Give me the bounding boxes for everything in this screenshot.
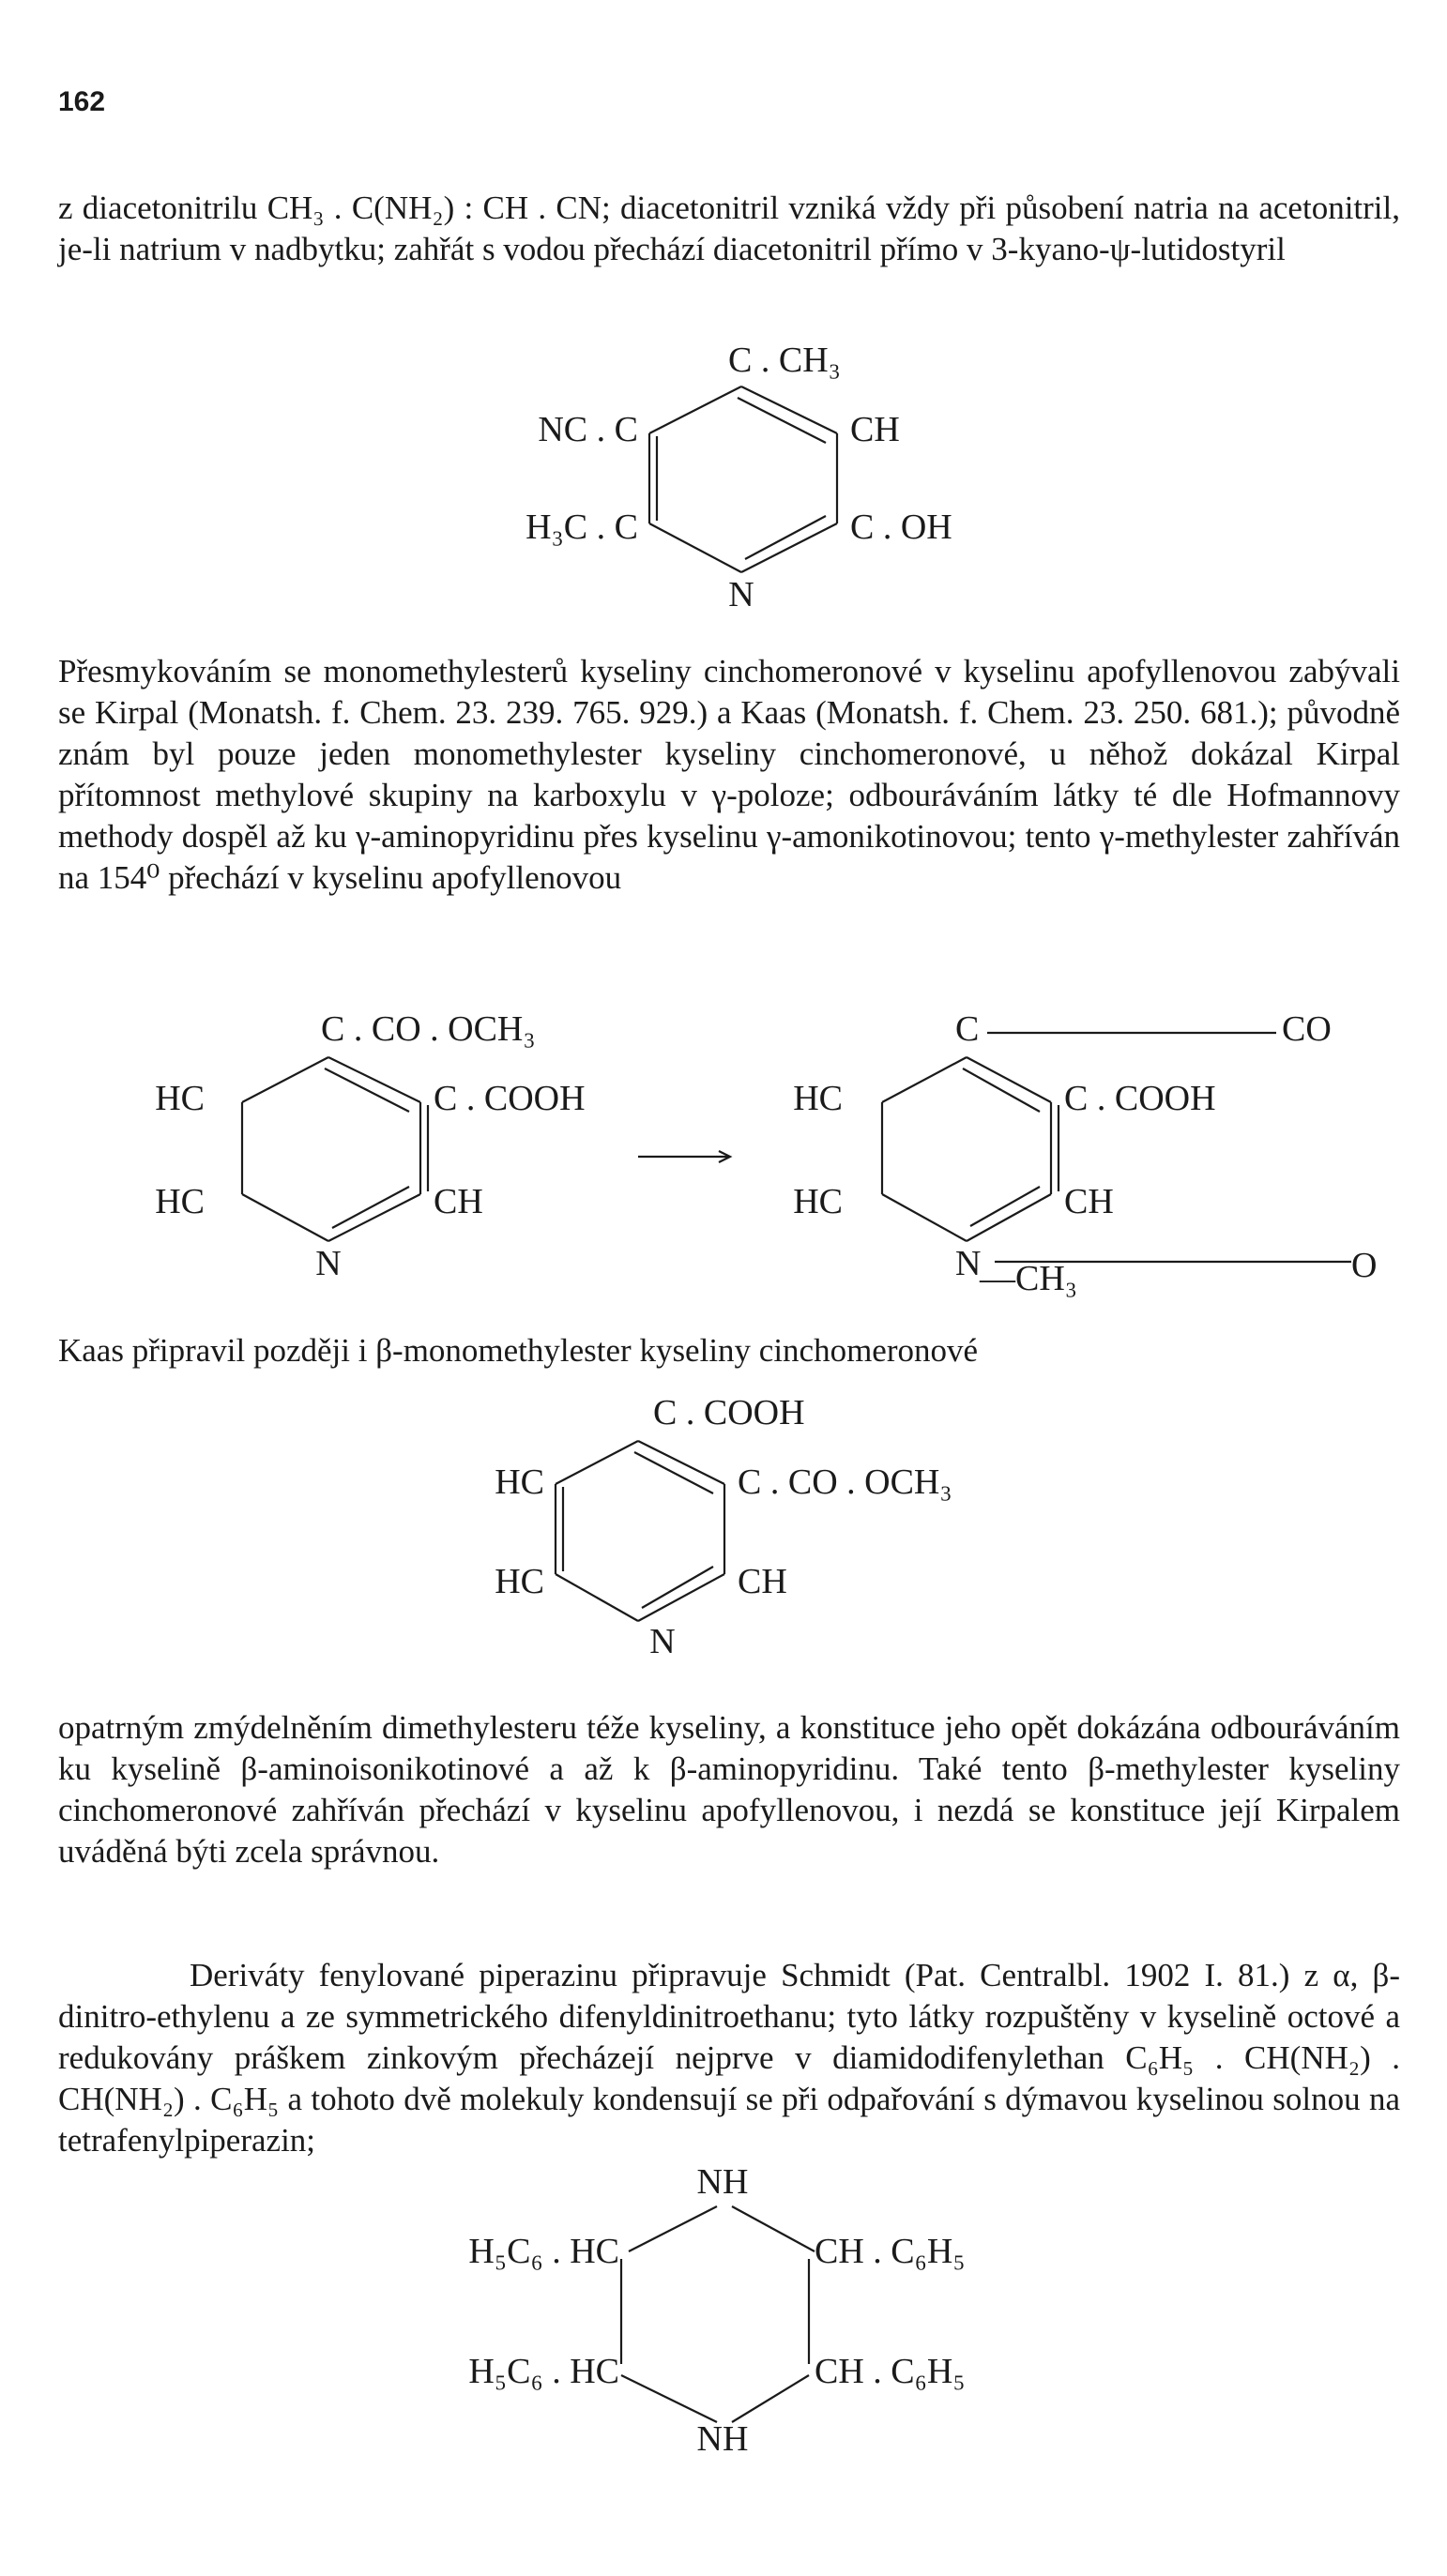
formula2-upper-left: HC — [155, 1079, 205, 1118]
formula1-upper-left: NC . C — [538, 410, 638, 449]
formula3-upper-left: HC — [793, 1079, 843, 1118]
paragraph-saponification: opatrným zmýdelněním dimethylesteru téže kyseliny, a konstituce jeho opět dokázána odbouráváním ku kyselině β-aminoisonikotinové a až k β-aminopyridinu. Také tento β-methylester kyseliny cinchomeronové zahříván přechází v kyselinu apofyllenovou, i nezdá se konstituce její Kirpalem uváděná býti zcela správnou. — [58, 1709, 1400, 1870]
formula4-top: C . COOH — [653, 1393, 805, 1432]
formula2-lower-right: CH — [434, 1182, 483, 1221]
page-number: 162 — [58, 86, 106, 117]
formula1-lower-right: C . OH — [850, 508, 952, 547]
formula-beta-monomethylester — [0, 1388, 1447, 1679]
paragraph-kaas: Kaas připravil později i β-monomethylester kyseliny cinchomeronové — [58, 1332, 979, 1369]
formula3-bottom: N — [955, 1244, 982, 1283]
formula2-top: C . CO . OCH₃ — [321, 1009, 536, 1049]
paragraph-diacetonitrile: z diacetonitrilu CH₃ . C(NH₂) : CH . CN; diacetonitril vzniká vždy při působení natria na acetonitril, je-li natrium v nadbytku; zahřát s vodou přechází diacetonitril přímo v 3-kyano-ψ-lutidostyril — [58, 189, 1400, 267]
formula-rearrangement-scheme — [0, 1008, 1447, 1327]
formula2-lower-left: HC — [155, 1182, 205, 1221]
formula5-top: NH — [696, 2162, 749, 2202]
formula4-lower-right: CH — [738, 1562, 787, 1601]
formula3-top: C — [955, 1009, 980, 1049]
formula3-lower-left: HC — [793, 1182, 843, 1221]
formula1-top: C . CH₃ — [728, 341, 841, 380]
formula5-bottom: NH — [696, 2419, 749, 2459]
formula4-lower-left: HC — [495, 1562, 544, 1601]
formula-tetraphenylpiperazine — [0, 2158, 1447, 2458]
formula5-upper-right: CH . C₆H₅ — [815, 2232, 966, 2271]
paragraph-piperazine: Deriváty fenylované piperazinu připravuje Schmidt (Pat. Centralbl. 1902 I. 81.) z α, β-dinitro-ethylenu a ze symmetrického difenyldinitroethanu; tyto látky rozpuštěny v kyselině octové a redukovány práškem zinkovým přecházejí nejprve v diamidodifenylethan C₆H₅ . CH(NH₂) . CH(NH₂) . C₆H₅ a tohoto dvě molekuly kondensují se při odpařování s dýmavou kyselinou solnou na tetrafenylpiperazin; — [58, 1957, 1400, 2159]
formula4-upper-right: C . CO . OCH₃ — [738, 1462, 952, 1502]
formula5-lower-left: H₅C₆ . HC — [468, 2352, 619, 2391]
formula1-lower-left: H₃C . C — [525, 508, 638, 547]
formula4-bottom: N — [649, 1622, 676, 1661]
formula-lutidostyril — [0, 319, 1447, 629]
formula5-upper-left: H₅C₆ . HC — [468, 2232, 619, 2271]
paragraph-rearrangement: Přesmykováním se monomethylesterů kyseliny cinchomeronové v kyselinu apofyllenovou zabývali se Kirpal (Monatsh. f. Chem. 23. 239. 765. 929.) a Kaas (Monatsh. f. Chem. 23. 250. 681.); původně znám byl pouze jeden monomethylester kyseliny cinchomeronové, u něhož dokázal Kirpal přítomnost methylové skupiny na karboxylu v γ-poloze; odbouráváním látky té dle Hofmannovy methody dospěl až ku γ-aminopyridinu přes kyselinu γ-amonikotinovou; tento γ-methylester zahříván na 154⁰ přechází v kyselinu apofyllenovou — [58, 653, 1400, 896]
formula2-upper-right: C . COOH — [434, 1079, 586, 1118]
formula2-bottom: N — [315, 1244, 342, 1283]
formula4-upper-left: HC — [495, 1462, 544, 1502]
formula3-oxygen: O — [1351, 1246, 1378, 1285]
formula3-methyl: —CH₃ — [980, 1259, 1078, 1298]
formula3-upper-right: C . COOH — [1064, 1079, 1216, 1118]
formula1-bottom: N — [728, 575, 754, 614]
formula3-lower-right: CH — [1064, 1182, 1114, 1221]
formula5-lower-right: CH . C₆H₅ — [815, 2352, 966, 2391]
formula1-upper-right: CH — [850, 410, 900, 449]
formula3-top-right: CO — [1282, 1009, 1332, 1049]
